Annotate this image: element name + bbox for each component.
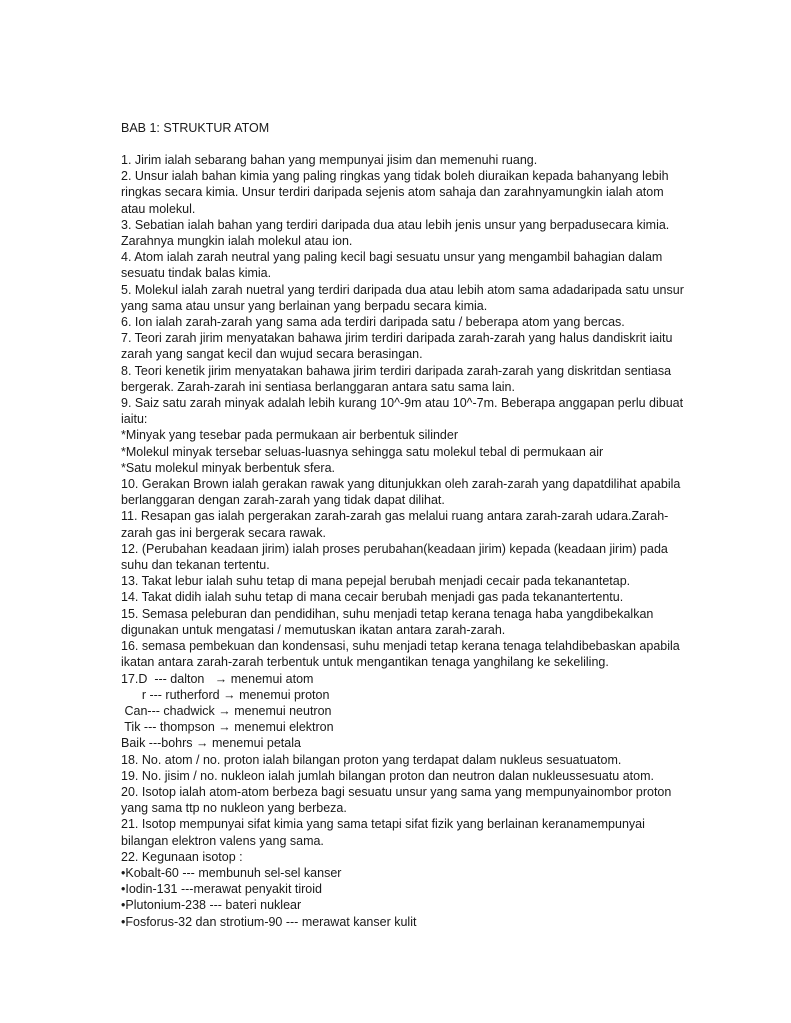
text-line: bilangan elektron valens yang sama. [121,833,324,848]
text-line: 14. Takat didih ialah suhu tetap di mana cecair berubah menjadi gas pada tekanantertentu. [121,590,624,605]
text-line: *Minyak yang tesebar pada permukaan air berbentuk silinder [121,428,458,443]
text-line: Can--- chadwick → menemui neutron [121,703,332,718]
document-body [121,152,684,930]
text-line: berlanggaran dengan zarah-zarah yang tidak dapat dilihat. [121,493,445,508]
text-line: •Fosforus-32 dan strotium-90 --- merawat kanser kulit [121,914,417,929]
document-title: BAB 1: STRUKTUR ATOM [121,121,270,135]
text-line: 22. Kegunaan isotop : [121,849,243,864]
text-line: 16. semasa pembekuan dan kondensasi, suhu menjadi tetap kerana tenaga telahdibebaskan apabila [121,639,680,654]
text-line: 15. Semasa peleburan dan pendidihan, suhu menjadi tetap kerana tenaga haba yangdibekalkan [121,606,654,621]
text-line: 13. Takat lebur ialah suhu tetap di mana pepejal berubah menjadi cecair pada tekanantetap. [121,574,631,589]
text-line: 10. Gerakan Brown ialah gerakan rawak yang ditunjukkan oleh zarah-zarah yang dapatdilihat apabila [121,477,681,492]
text-line: 3. Sebatian ialah bahan yang terdiri daripada dua atau lebih jenis unsur yang berpadusecara kimia. [121,217,670,232]
text-line: 5. Molekul ialah zarah nuetral yang terdiri daripada dua atau lebih atom sama adadaripada satu unsur [121,282,684,297]
text-line: •Iodin-131 ---merawat penyakit tiroid [121,882,322,897]
text-line: 12. (Perubahan keadaan jirim) ialah proses perubahan(keadaan jirim) kepada (keadaan jirim) pada [121,541,668,556]
text-line: atau molekul. [121,201,196,216]
text-line: zarah yang sangat kecil dan wujud secara berasingan. [121,347,423,362]
text-line: 1. Jirim ialah sebarang bahan yang mempunyai jisim dan memenuhi ruang. [121,153,538,167]
text-line: *Satu molekul minyak berbentuk sfera. [121,460,335,475]
text-line: suhu dan tekanan tertentu. [121,558,270,573]
text-line: zarah gas ini bergerak secara rawak. [121,525,326,540]
text-line: 19. No. jisim / no. nukleon ialah jumlah bilangan proton dan neutron dalan nukleussesuatu atom. [121,768,654,783]
text-line: 4. Atom ialah zarah neutral yang paling kecil bagi sesuatu unsur yang mengambil bahagian dalam [121,250,663,265]
text-line: yang sama atau unsur yang berlainan yang berpadu secara kimia. [121,298,488,313]
document-page [121,120,684,930]
text-line: ikatan antara zarah-zarah terbentuk untuk mengantikan tenaga yanghilang ke sekeliling. [121,655,609,670]
text-line: 11. Resapan gas ialah pergerakan zarah-zarah gas melalui ruang antara zarah-zarah udara.Zarah- [121,509,669,524]
text-line: 9. Saiz satu zarah minyak adalah lebih kurang 10^-9m atau 10^-7m. Beberapa anggapan perlu dibuat [121,396,684,411]
text-line: 18. No. atom / no. proton ialah bilangan proton yang terdapat dalam nukleus sesuatuatom. [121,752,622,767]
text-line: 21. Isotop mempunyai sifat kimia yang sama tetapi sifat fizik yang berlainan keranamempunyai [121,817,645,832]
text-line: *Molekul minyak tersebar seluas-luasnya sehingga satu molekul tebal di permukaan air [121,444,604,459]
text-line: yang sama ttp no nukleon yang berbeza. [121,801,347,816]
text-line: •Kobalt-60 --- membunuh sel-sel kanser [121,865,342,880]
text-line: r --- rutherford → menemui proton [121,687,330,702]
text-line: 8. Teori kenetik jirim menyatakan bahawa jirim terdiri daripada zarah-zarah yang diskritdan sentiasa [121,363,672,378]
text-line: Baik ---bohrs → menemui petala [121,736,301,751]
text-line: 6. Ion ialah zarah-zarah yang sama ada terdiri daripada satu / beberapa atom yang bercas. [121,315,625,330]
text-line: Tik --- thompson → menemui elektron [121,720,334,735]
text-line: 20. Isotop ialah atom-atom berbeza bagi sesuatu unsur yang sama yang mempunyainombor proton [121,784,672,799]
text-line: ringkas secara kimia. Unsur terdiri daripada sejenis atom sahaja dan zarahnyamungkin ialah atom [121,185,664,200]
text-line: sesuatu tindak balas kimia. [121,266,272,281]
text-line: iaitu: [121,412,148,427]
text-line: 17.D --- dalton → menemui atom [121,671,314,686]
text-line: bergerak. Zarah-zarah ini sentiasa berlanggaran antara satu sama lain. [121,379,515,394]
text-line: 2. Unsur ialah bahan kimia yang paling ringkas yang tidak boleh diuraikan kepada bahanyang lebih [121,169,669,184]
text-line: 7. Teori zarah jirim menyatakan bahawa jirim terdiri daripada zarah-zarah yang halus dandiskrit iaitu [121,331,673,346]
text-line: Zarahnya mungkin ialah molekul atau ion. [121,234,353,249]
text-line: •Plutonium-238 --- bateri nuklear [121,898,302,913]
text-line: digunakan untuk mengatasi / memutuskan ikatan antara zarah-zarah. [121,622,506,637]
